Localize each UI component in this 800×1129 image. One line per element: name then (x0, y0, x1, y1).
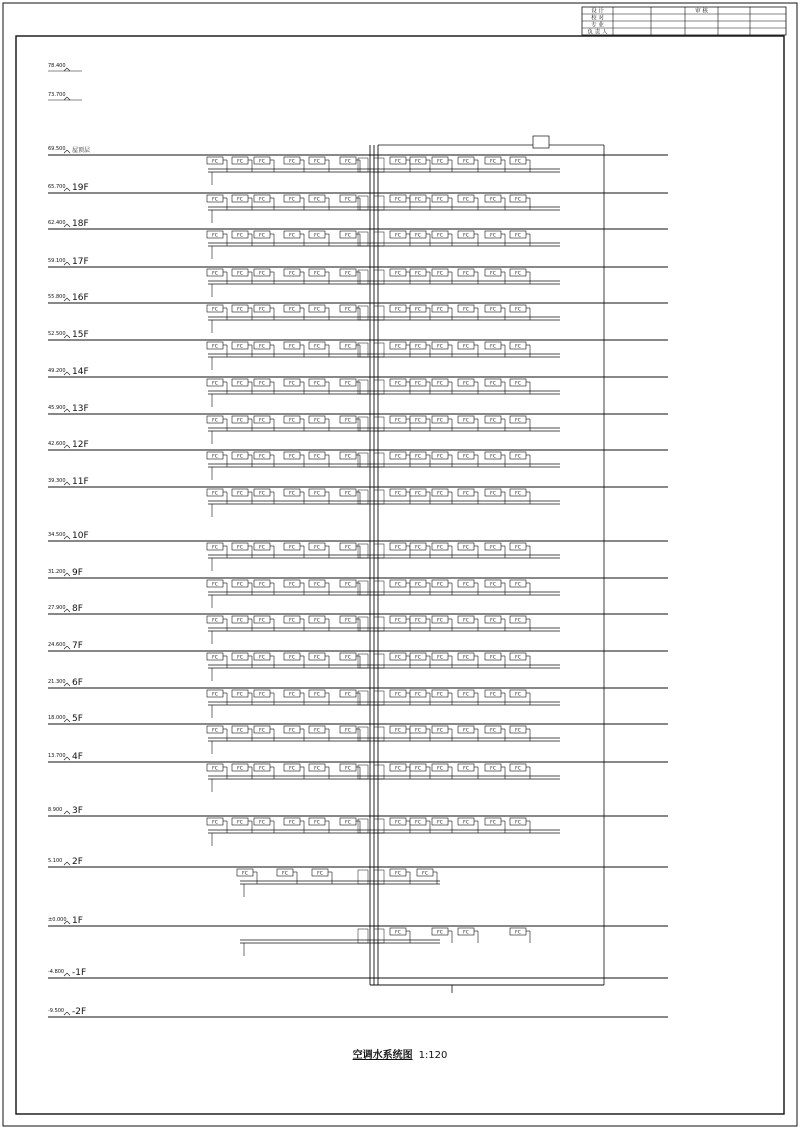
fan-coil-label: FC (237, 582, 243, 588)
floor-label: 11F (72, 477, 89, 487)
fan-coil-label: FC (437, 233, 443, 239)
fan-coil-label: FC (289, 381, 295, 387)
fan-coil-label: FC (515, 692, 521, 698)
fan-coil-label: FC (437, 307, 443, 313)
fan-coil-label: FC (415, 655, 421, 661)
title-block-cell: 设 计 (591, 8, 604, 15)
floor-label: 8F (72, 604, 83, 614)
fan-coil-label: FC (212, 491, 218, 497)
fan-coil-label: FC (415, 692, 421, 698)
fan-coil-label: FC (395, 159, 401, 165)
fan-coil-label: FC (515, 307, 521, 313)
fan-coil-label: FC (490, 271, 496, 277)
title-block-cell: 负 责 人 (587, 29, 608, 36)
fan-coil-label: FC (289, 545, 295, 551)
expansion-tank-icon (533, 136, 549, 148)
elevation-label: 65.700 (48, 184, 66, 190)
fan-coil-label: FC (259, 418, 265, 424)
fan-coil-label: FC (395, 418, 401, 424)
fan-coil-label: FC (345, 271, 351, 277)
floor-label: 6F (72, 678, 83, 688)
fan-coil-label: FC (314, 728, 320, 734)
fan-coil-label: FC (437, 820, 443, 826)
fan-coil-label: FC (317, 871, 323, 877)
fan-coil-label: FC (345, 381, 351, 387)
fan-coil-label: FC (259, 381, 265, 387)
fan-coil-label: FC (437, 930, 443, 936)
fan-coil-label: FC (415, 344, 421, 350)
fan-coil-label: FC (237, 545, 243, 551)
fan-coil-label: FC (463, 271, 469, 277)
fan-coil-label: FC (237, 233, 243, 239)
floor-label: 17F (72, 257, 89, 267)
fan-coil-label: FC (463, 766, 469, 772)
fan-coil-label: FC (289, 618, 295, 624)
fan-coil-label: FC (314, 491, 320, 497)
fan-coil-label: FC (515, 766, 521, 772)
fan-coil-label: FC (259, 233, 265, 239)
fan-coil-label: FC (463, 197, 469, 203)
caption-title: 空调水系统图 (352, 1050, 413, 1061)
fan-coil-label: FC (237, 728, 243, 734)
fan-coil-label: FC (259, 159, 265, 165)
fan-coil-label: FC (395, 271, 401, 277)
fan-coil-label: FC (437, 766, 443, 772)
fan-coil-label: FC (515, 454, 521, 460)
fan-coil-label: FC (345, 197, 351, 203)
fan-coil-label: FC (345, 655, 351, 661)
elevation-label: 78.400 (48, 63, 66, 69)
elevation-label: 31.200 (48, 569, 66, 575)
fan-coil-label: FC (415, 766, 421, 772)
fan-coil-label: FC (237, 820, 243, 826)
title-block-cell: 审 核 (695, 8, 708, 15)
fan-coil-label: FC (395, 766, 401, 772)
fan-coil-label: FC (490, 159, 496, 165)
fan-coil-label: FC (289, 418, 295, 424)
fan-coil-label: FC (259, 820, 265, 826)
fan-coil-label: FC (212, 307, 218, 313)
fan-coil-label: FC (490, 692, 496, 698)
floor-label: -1F (72, 968, 87, 978)
elevation-label: 59.100 (48, 258, 66, 264)
fan-coil-label: FC (345, 344, 351, 350)
elevation-label: 42.600 (48, 441, 66, 447)
fan-coil-label: FC (490, 618, 496, 624)
fan-coil-label: FC (515, 271, 521, 277)
fan-coil-label: FC (259, 582, 265, 588)
fan-coil-label: FC (437, 159, 443, 165)
fan-coil-label: FC (415, 381, 421, 387)
floor-label: 14F (72, 367, 89, 377)
floor-label: 1F (72, 916, 83, 926)
fan-coil-label: FC (314, 766, 320, 772)
elevation-label: 39.300 (48, 478, 66, 484)
fan-coil-label: FC (259, 307, 265, 313)
fan-coil-label: FC (463, 820, 469, 826)
fan-coil-label: FC (289, 233, 295, 239)
title-block-cell: 专 业 (591, 22, 604, 29)
fan-coil-label: FC (437, 692, 443, 698)
fan-coil-label: FC (415, 728, 421, 734)
fan-coil-label: FC (237, 159, 243, 165)
fan-coil-label: FC (345, 233, 351, 239)
elevation-label: 8.900 (48, 807, 63, 813)
fan-coil-label: FC (490, 307, 496, 313)
fan-coil-label: FC (345, 418, 351, 424)
fan-coil-label: FC (463, 582, 469, 588)
fan-coil-label: FC (463, 344, 469, 350)
fan-coil-label: FC (463, 692, 469, 698)
fan-coil-label: FC (314, 618, 320, 624)
fan-coil-label: FC (314, 655, 320, 661)
fan-coil-label: FC (212, 454, 218, 460)
fan-coil-label: FC (345, 692, 351, 698)
fan-coil-label: FC (237, 344, 243, 350)
fan-coil-label: FC (395, 197, 401, 203)
fan-coil-label: FC (515, 233, 521, 239)
fan-coil-label: FC (415, 197, 421, 203)
fan-coil-label: FC (415, 618, 421, 624)
fan-coil-label: FC (212, 344, 218, 350)
fan-coil-label: FC (490, 582, 496, 588)
fan-coil-label: FC (463, 930, 469, 936)
fan-coil-label: FC (437, 728, 443, 734)
fan-coil-label: FC (415, 271, 421, 277)
fan-coil-label: FC (259, 491, 265, 497)
floor-label: 15F (72, 330, 89, 340)
fan-coil-label: FC (515, 930, 521, 936)
fan-coil-label: FC (289, 766, 295, 772)
fan-coil-label: FC (314, 344, 320, 350)
fan-coil-label: FC (437, 545, 443, 551)
floor-label: 18F (72, 219, 89, 229)
elevation-label: 13.700 (48, 753, 66, 759)
fan-coil-label: FC (395, 655, 401, 661)
elevation-label: 73.700 (48, 92, 66, 98)
floor-label: 12F (72, 440, 89, 450)
fan-coil-label: FC (437, 454, 443, 460)
floor-label: 19F (72, 183, 89, 193)
fan-coil-label: FC (289, 197, 295, 203)
fan-coil-label: FC (415, 418, 421, 424)
fan-coil-label: FC (395, 381, 401, 387)
floor-label: 3F (72, 806, 83, 816)
fan-coil-label: FC (237, 618, 243, 624)
fan-coil-label: FC (212, 692, 218, 698)
fan-coil-label: FC (437, 418, 443, 424)
fan-coil-label: FC (463, 159, 469, 165)
fan-coil-label: FC (289, 271, 295, 277)
fan-coil-label: FC (515, 618, 521, 624)
fan-coil-label: FC (289, 692, 295, 698)
fan-coil-label: FC (490, 728, 496, 734)
fan-coil-label: FC (395, 582, 401, 588)
fan-coil-label: FC (395, 692, 401, 698)
fan-coil-label: FC (289, 491, 295, 497)
elevation-label: 21.300 (48, 679, 66, 685)
elevation-label: 62.400 (48, 220, 66, 226)
fan-coil-label: FC (395, 930, 401, 936)
fan-coil-label: FC (515, 728, 521, 734)
floor-label: 屋顶层 (72, 147, 91, 154)
fan-coil-label: FC (463, 381, 469, 387)
fan-coil-label: FC (314, 381, 320, 387)
fan-coil-label: FC (212, 766, 218, 772)
fan-coil-label: FC (490, 197, 496, 203)
elevation-label: -9.500 (48, 1008, 65, 1014)
floor-label: 10F (72, 531, 89, 541)
floor-label: 5F (72, 714, 83, 724)
caption-scale: 1:120 (418, 1050, 448, 1061)
fan-coil-label: FC (415, 307, 421, 313)
fan-coil-label: FC (437, 491, 443, 497)
fan-coil-label: FC (212, 545, 218, 551)
fan-coil-label: FC (259, 197, 265, 203)
fan-coil-label: FC (415, 233, 421, 239)
fan-coil-label: FC (515, 820, 521, 826)
fan-coil-label: FC (395, 871, 401, 877)
fan-coil-label: FC (395, 454, 401, 460)
fan-coil-label: FC (463, 233, 469, 239)
fan-coil-label: FC (212, 159, 218, 165)
fan-coil-label: FC (314, 197, 320, 203)
fan-coil-label: FC (395, 491, 401, 497)
fan-coil-label: FC (314, 582, 320, 588)
fan-coil-label: FC (463, 545, 469, 551)
fan-coil-label: FC (259, 766, 265, 772)
drawing-caption (0, 1046, 800, 1061)
fan-coil-label: FC (259, 271, 265, 277)
fan-coil-label: FC (415, 545, 421, 551)
fan-coil-label: FC (515, 159, 521, 165)
floor-label: 16F (72, 293, 89, 303)
floor-label: 13F (72, 404, 89, 414)
fan-coil-label: FC (395, 307, 401, 313)
fan-coil-label: FC (345, 545, 351, 551)
fan-coil-label: FC (463, 491, 469, 497)
fan-coil-label: FC (237, 692, 243, 698)
elevation-label: 24.600 (48, 642, 66, 648)
fan-coil-label: FC (463, 728, 469, 734)
fan-coil-label: FC (314, 454, 320, 460)
elevation-label: 49.200 (48, 368, 66, 374)
fan-coil-label: FC (515, 344, 521, 350)
fan-coil-label: FC (437, 655, 443, 661)
elevation-label: 45.900 (48, 405, 66, 411)
fan-coil-label: FC (259, 454, 265, 460)
elevation-label: 34.500 (48, 532, 66, 538)
fan-coil-label: FC (345, 159, 351, 165)
fan-coil-label: FC (395, 344, 401, 350)
fan-coil-label: FC (259, 655, 265, 661)
fan-coil-label: FC (437, 271, 443, 277)
fan-coil-label: FC (237, 418, 243, 424)
fan-coil-label: FC (490, 766, 496, 772)
fan-coil-label: FC (345, 454, 351, 460)
fan-coil-label: FC (212, 655, 218, 661)
fan-coil-label: FC (463, 418, 469, 424)
fan-coil-label: FC (345, 618, 351, 624)
fan-coil-label: FC (437, 381, 443, 387)
fan-coil-label: FC (282, 871, 288, 877)
fan-coil-label: FC (314, 271, 320, 277)
fan-coil-label: FC (212, 197, 218, 203)
fan-coil-label: FC (490, 418, 496, 424)
fan-coil-label: FC (289, 582, 295, 588)
fan-coil-label: FC (415, 491, 421, 497)
fan-coil-label: FC (289, 820, 295, 826)
fan-coil-label: FC (237, 381, 243, 387)
fan-coil-label: FC (437, 344, 443, 350)
fan-coil-label: FC (490, 233, 496, 239)
fan-coil-label: FC (490, 344, 496, 350)
fan-coil-label: FC (314, 820, 320, 826)
floor-label: 7F (72, 641, 83, 651)
floor-label: -2F (72, 1007, 87, 1017)
title-block-cell: 校 对 (591, 15, 604, 22)
fan-coil-label: FC (212, 381, 218, 387)
fan-coil-label: FC (237, 454, 243, 460)
elevation-label: 18.000 (48, 715, 66, 721)
floor-label: 4F (72, 752, 83, 762)
fan-coil-label: FC (314, 159, 320, 165)
fan-coil-label: FC (237, 491, 243, 497)
fan-coil-label: FC (515, 582, 521, 588)
fan-coil-label: FC (314, 545, 320, 551)
fan-coil-label: FC (415, 159, 421, 165)
fan-coil-label: FC (289, 344, 295, 350)
fan-coil-label: FC (515, 197, 521, 203)
fan-coil-label: FC (259, 344, 265, 350)
fan-coil-label: FC (237, 271, 243, 277)
elevation-label: 27.900 (48, 605, 66, 611)
elevation-label: 69.500 (48, 146, 66, 152)
fan-coil-label: FC (237, 655, 243, 661)
fan-coil-label: FC (237, 766, 243, 772)
fan-coil-label: FC (212, 728, 218, 734)
elevation-label: 55.800 (48, 294, 66, 300)
fan-coil-label: FC (490, 491, 496, 497)
elevation-label: ±0.000 (48, 917, 67, 923)
fan-coil-label: FC (490, 820, 496, 826)
fan-coil-label: FC (314, 307, 320, 313)
fan-coil-label: FC (345, 307, 351, 313)
fan-coil-label: FC (237, 307, 243, 313)
fan-coil-label: FC (345, 728, 351, 734)
fan-coil-label: FC (314, 418, 320, 424)
fan-coil-label: FC (415, 820, 421, 826)
fan-coil-label: FC (463, 618, 469, 624)
fan-coil-label: FC (259, 728, 265, 734)
fan-coil-label: FC (463, 655, 469, 661)
fan-coil-label: FC (395, 545, 401, 551)
fan-coil-label: FC (490, 381, 496, 387)
floor-label: 2F (72, 857, 83, 867)
fan-coil-label: FC (259, 692, 265, 698)
fan-coil-label: FC (259, 545, 265, 551)
fan-coil-label: FC (437, 618, 443, 624)
fan-coil-label: FC (437, 197, 443, 203)
fan-coil-label: FC (515, 491, 521, 497)
fan-coil-label: FC (242, 871, 248, 877)
fan-coil-label: FC (289, 159, 295, 165)
fan-coil-label: FC (437, 582, 443, 588)
fan-coil-label: FC (345, 582, 351, 588)
fan-coil-label: FC (490, 655, 496, 661)
fan-coil-label: FC (212, 582, 218, 588)
fan-coil-label: FC (212, 618, 218, 624)
fan-coil-label: FC (314, 692, 320, 698)
elevation-label: -4.800 (48, 969, 65, 975)
elevation-label: 52.500 (48, 331, 66, 337)
fan-coil-label: FC (415, 454, 421, 460)
fan-coil-label: FC (463, 307, 469, 313)
fan-coil-label: FC (515, 545, 521, 551)
fan-coil-label: FC (422, 871, 428, 877)
fan-coil-label: FC (395, 233, 401, 239)
fan-coil-label: FC (395, 618, 401, 624)
fan-coil-label: FC (212, 418, 218, 424)
fan-coil-label: FC (515, 655, 521, 661)
fan-coil-label: FC (289, 307, 295, 313)
fan-coil-label: FC (289, 454, 295, 460)
fan-coil-label: FC (490, 545, 496, 551)
elevation-label: 5.100 (48, 858, 63, 864)
fan-coil-label: FC (314, 233, 320, 239)
fan-coil-label: FC (212, 271, 218, 277)
fan-coil-label: FC (289, 655, 295, 661)
fan-coil-label: FC (289, 728, 295, 734)
fan-coil-label: FC (237, 197, 243, 203)
fan-coil-label: FC (345, 491, 351, 497)
fan-coil-label: FC (415, 582, 421, 588)
fan-coil-label: FC (515, 381, 521, 387)
fan-coil-label: FC (463, 454, 469, 460)
fan-coil-label: FC (259, 618, 265, 624)
fan-coil-label: FC (212, 820, 218, 826)
fan-coil-label: FC (490, 454, 496, 460)
fan-coil-label: FC (395, 820, 401, 826)
floor-label: 9F (72, 568, 83, 578)
fan-coil-label: FC (212, 233, 218, 239)
fan-coil-label: FC (515, 418, 521, 424)
fan-coil-label: FC (395, 728, 401, 734)
fan-coil-label: FC (345, 820, 351, 826)
fan-coil-label: FC (345, 766, 351, 772)
